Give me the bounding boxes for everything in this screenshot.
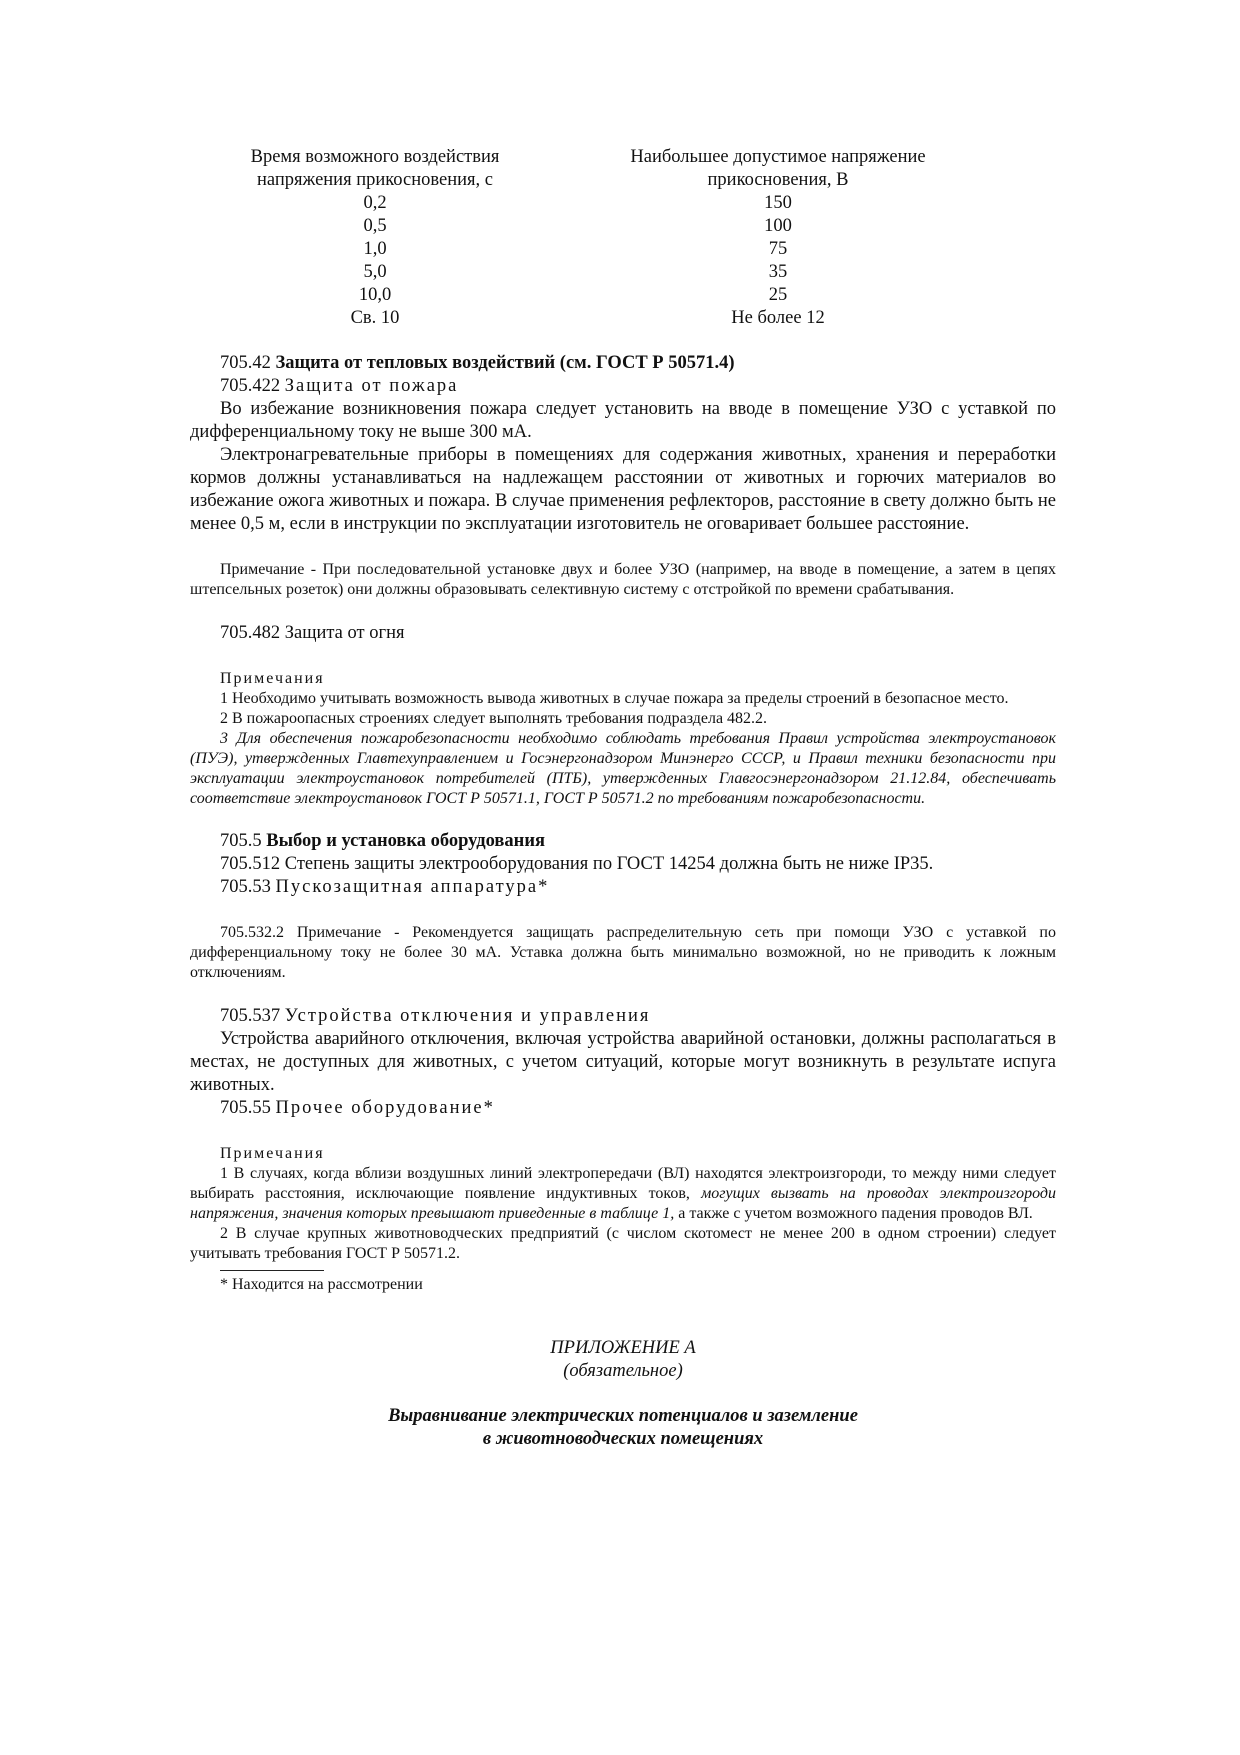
section-number: 705.42 xyxy=(220,353,276,373)
table-cell: 0,2 xyxy=(363,193,387,213)
note-item xyxy=(190,1164,1056,1224)
section-title: Пускозащитная аппаратура* xyxy=(275,877,550,897)
table-cell: Св. 10 xyxy=(350,308,400,328)
appendix-heading: Выравнивание электрических потенциалов и заземление xyxy=(388,1406,858,1426)
table-cell: 35 xyxy=(768,262,788,282)
table-header-cell xyxy=(500,146,1056,192)
appendix-title: ПРИЛОЖЕНИЕ А xyxy=(550,1338,696,1358)
appendix-subtitle: (обязательное) xyxy=(563,1361,683,1381)
table-row xyxy=(190,238,1056,261)
section-title: Выбор и установка оборудования xyxy=(266,831,545,851)
notes-block xyxy=(190,669,1056,809)
document-page xyxy=(190,146,1056,1451)
note-item: 2 В случае крупных животноводческих предприятий (с числом скотомест не менее 200 в одном строении) следует учитывать требования ГОСТ Р 50571.2. xyxy=(190,1225,1056,1262)
footnote: * Находится на рассмотрении xyxy=(220,1276,423,1293)
footnote-divider xyxy=(220,1270,324,1271)
section-title: Защита от тепловых воздействий (см. ГОСТ Р 50571.4) xyxy=(275,353,735,373)
section-heading-705-53 xyxy=(190,876,1056,899)
table-row xyxy=(190,284,1056,307)
note: Примечание - При последовательной установке двух и более УЗО (например, на вводе в помещение, а затем в цепях штепсельных розеток) они должны образовывать селективную систему с отстройкой по времени срабатывания. xyxy=(190,561,1056,598)
section-title: Устройства отключения и управления xyxy=(284,1006,651,1026)
table-header-line: Время возможного воздействия xyxy=(250,147,500,167)
note-item: 3 Для обеспечения пожаробезопасности необходимо соблюдать требования Правил устройства электроустановок (ПУЭ), утвержденных Главтехуправлением и Госэнергонадзором Минэнерго СССР, и Правил техники безопасности при эксплуатации электроустановок потребителей (ПТБ), утвержденных Главгосэнергонадзором 21.12.84, обеспечивать соответствие электроустановок ГОСТ Р 50571.1, ГОСТ Р 50571.2 по требованиям пожаробезопасности. xyxy=(190,730,1056,807)
note-text: а также с учетом возможного падения проводов ВЛ. xyxy=(674,1205,1033,1222)
section-number: 705.422 xyxy=(220,376,285,396)
table-row xyxy=(190,307,1056,330)
note-text: 1 В случаях, когда вблизи воздушных линий электропередачи (ВЛ) находятся электроизгороди, то между ними следует выбирать расстояния, исключающие появление индуктивных токов, xyxy=(190,1165,1056,1202)
table-header-line: прикосновения, В xyxy=(707,170,849,190)
section-number: 705.537 xyxy=(220,1006,285,1026)
table-header-line: напряжения прикосновения, с xyxy=(257,170,493,190)
table-cell: 1,0 xyxy=(363,239,387,259)
paragraph: Электронагревательные приборы в помещениях для содержания животных, хранения и переработки кормов должны устанавливаться на надлежащем расстоянии от животных и горючих материалов во избежание ожога животных и пожара. В случае применения рефлекторов, расстояние в свету должно быть не менее 0,5 м, если в инструкции по эксплуатации изготовитель не оговаривает большее расстояние. xyxy=(190,445,1056,534)
paragraph: Устройства аварийного отключения, включая устройства аварийной остановки, должны располагаться в местах, не доступных для животных, с учетом ситуаций, которые могут возникнуть в результате испуга животных. xyxy=(190,1029,1056,1095)
notes-title: Примечания xyxy=(220,1145,325,1162)
table-header-cell xyxy=(190,146,500,192)
section-title: Прочее оборудование* xyxy=(275,1098,495,1118)
voltage-table xyxy=(190,146,1056,330)
section-heading-705-482: 705.482 Защита от огня xyxy=(220,623,405,643)
paragraph: Во избежание возникновения пожара следует установить на вводе в помещение УЗО с уставкой по дифференциальному току не выше 300 мА. xyxy=(190,399,1056,442)
table-header-line: Наибольшее допустимое напряжение xyxy=(630,147,926,167)
table-cell: 5,0 xyxy=(363,262,387,282)
notes-block xyxy=(190,1144,1056,1295)
table-cell: 75 xyxy=(768,239,788,259)
section-heading-705-5 xyxy=(190,830,1056,853)
table-row xyxy=(190,215,1056,238)
section-heading-705-42 xyxy=(190,352,1056,375)
section-heading-705-512: 705.512 Степень защиты электрооборудования по ГОСТ 14254 должна быть не ниже IP35. xyxy=(220,854,934,874)
section-heading-705-422 xyxy=(190,375,1056,398)
table-cell: 10,0 xyxy=(358,285,392,305)
table-cell: Не более 12 xyxy=(731,308,825,328)
table-header-row xyxy=(190,146,1056,192)
section-heading-705-55 xyxy=(190,1097,1056,1120)
section-number: 705.5 xyxy=(220,831,267,851)
note-item: 2 В пожароопасных строениях следует выполнять требования подраздела 482.2. xyxy=(220,710,768,727)
table-cell: 0,5 xyxy=(363,216,387,236)
table-row xyxy=(190,261,1056,284)
note-item: 1 Необходимо учитывать возможность вывода животных в случае пожара за пределы строений в безопасное место. xyxy=(220,690,1009,707)
notes-title: Примечания xyxy=(220,670,325,687)
section-number: 705.55 xyxy=(220,1098,276,1118)
table-row xyxy=(190,192,1056,215)
section-heading-705-537 xyxy=(190,1005,1056,1028)
appendix-heading: в животноводческих помещениях xyxy=(482,1429,764,1449)
table-cell: 25 xyxy=(768,285,788,305)
section-title: Защита от пожара xyxy=(284,376,459,396)
table-cell: 150 xyxy=(764,193,792,213)
note-text-italic: могущих вызвать на проводах электроизгороди напряжения, значения которых превышают приведенные в таблице 1, xyxy=(190,1185,1056,1222)
note: 705.532.2 Примечание - Рекомендуется защищать распределительную сеть при помощи УЗО с уставкой по дифференциальному току не более 30 мА. Уставка должна быть минимально возможной, но не приводить к ложным отключениям. xyxy=(190,924,1056,981)
section-number: 705.53 xyxy=(220,877,276,897)
table-cell: 100 xyxy=(764,216,792,236)
